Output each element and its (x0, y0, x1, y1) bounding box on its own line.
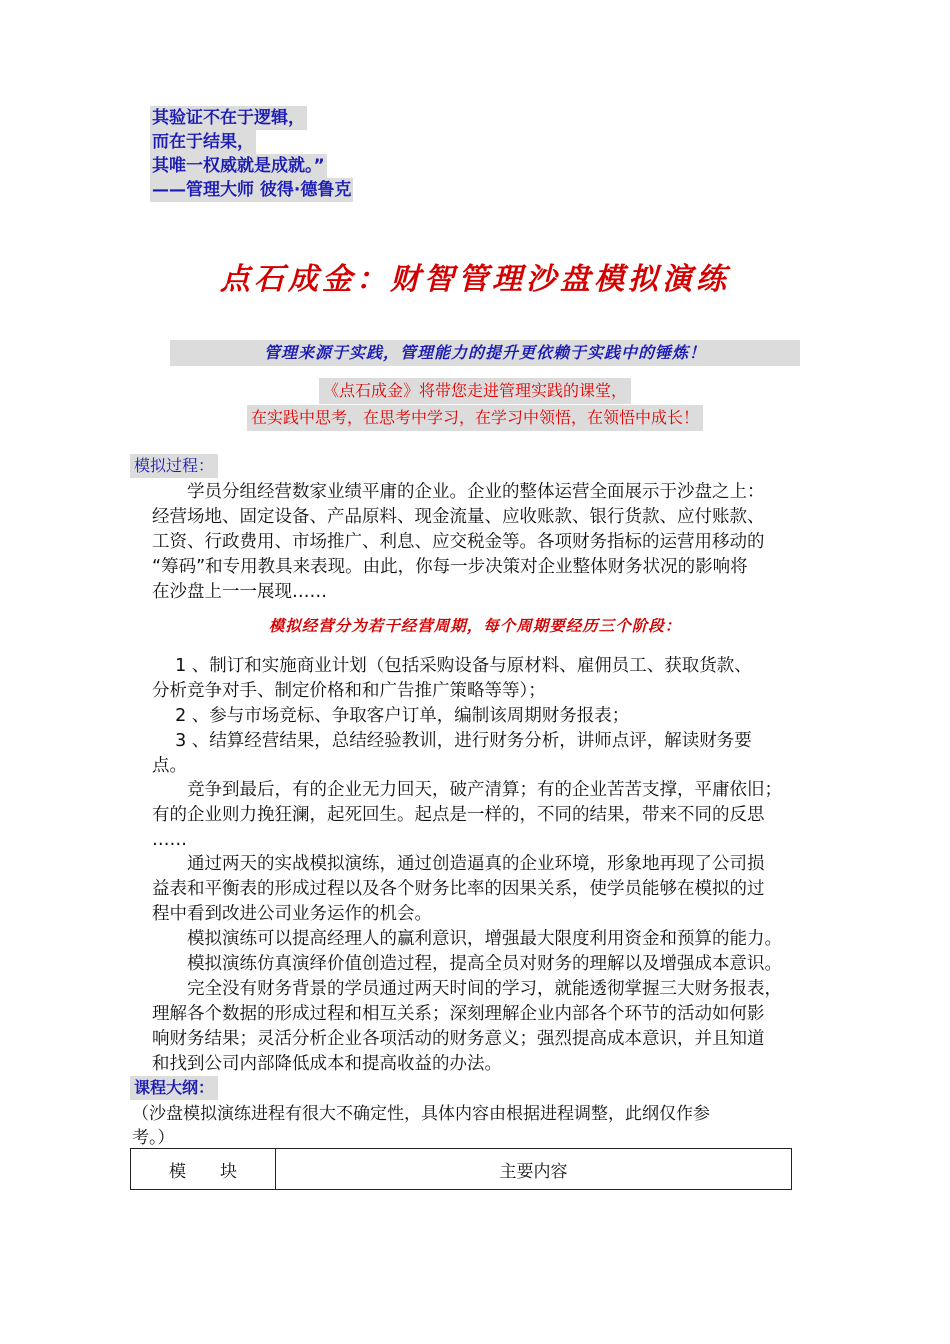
text-line: 考。） (132, 1128, 175, 1148)
step-3 (152, 729, 836, 779)
quote-attribution: ——管理大师 彼得·德鲁克 (152, 180, 352, 200)
text-line: 2 、参与市场竞标、争取客户订单，编制该周期财务报表； (152, 706, 630, 726)
text-line: 点。 (152, 756, 187, 776)
text-line: 学员分组经营数家业绩平庸的企业。企业的整体运营全面展示于沙盘之上： (152, 482, 765, 502)
table-header-module: 模 块 (131, 1149, 276, 1190)
table-header-content: 主要内容 (276, 1149, 792, 1190)
outline-table (130, 1148, 792, 1190)
text-line: 模拟演练可以提高经理人的赢利意识，增强最大限度利用资金和预算的能力。 (152, 929, 782, 949)
section-heading-process: 模拟过程： (130, 454, 218, 478)
paragraph-competition (152, 778, 836, 853)
quote-block (150, 106, 353, 202)
text-line: 经营场地、固定设备、产品原料、现金流量、应收账款、银行货款、应付账款、 (152, 507, 765, 527)
paragraph-overview (152, 480, 836, 605)
text-line: 理解各个数据的形成过程和相互关系；深刻理解企业内部各个环节的活动如何影 (152, 1004, 765, 1024)
quote-line: 其唯一权威就是成就。” (152, 156, 325, 176)
text-line: 3 、结算经营结果，总结经验教训，进行财务分析，讲师点评，解读财务要 (152, 731, 752, 751)
step-1 (152, 654, 836, 704)
intro-line: 在实践中思考，在思考中学习，在学习中领悟，在领悟中成长！ (247, 405, 703, 431)
quote-line: 其验证不在于逻辑， (152, 108, 305, 128)
quote-line: 而在于结果， (152, 132, 254, 152)
text-line: （沙盘模拟演练进程有很大不确定性，具体内容由根据进程调整，此纲仅作参 (132, 1104, 710, 1124)
text-line: 竞争到最后，有的企业无力回天，破产清算；有的企业苦苦支撑，平庸依旧； (152, 780, 782, 800)
section-heading-outline: 课程大纲： (130, 1076, 218, 1100)
text-line: 分析竞争对手、制定价格和和广告推广策略等等）； (152, 681, 546, 701)
text-line: 1 、制订和实施商业计划（包括采购设备与原材料、雇佣员工、获取货款、 (152, 656, 752, 676)
document-title: 点石成金：财智管理沙盘模拟演练 (220, 262, 730, 297)
paragraph-value (152, 952, 836, 977)
paragraph-simulation (152, 852, 836, 927)
step-2 (152, 704, 836, 729)
text-line: …… (152, 830, 187, 850)
outline-note (132, 1102, 710, 1150)
text-line: 完全没有财务背景的学员通过两天时间的学习，就能透彻掌握三大财务报表， (152, 979, 782, 999)
paragraph-profit (152, 927, 836, 952)
text-line: 益表和平衡表的形成过程以及各个财务比率的因果关系，使学员能够在模拟的过 (152, 879, 765, 899)
paragraph-benefits (152, 977, 836, 1077)
table-header-row (131, 1149, 792, 1190)
text-line: 在沙盘上一一展现…… (152, 582, 327, 602)
intro-line: 《点石成金》将带您走进管理实践的课堂， (319, 378, 631, 404)
text-line: 程中看到改进公司业务运作的机会。 (152, 904, 432, 924)
text-line: 响财务结果；灵活分析企业各项活动的财务意义；强烈提高成本意识，并且知道 (152, 1029, 765, 1049)
text-line: 工资、行政费用、市场推广、利息、应交税金等。各项财务指标的运营用移动的 (152, 532, 765, 552)
subtitle-banner: 管理来源于实践，管理能力的提升更依赖于实践中的锤炼！ (170, 340, 800, 366)
text-line: “筹码”和专用教具来表现。由此，你每一步决策对企业整体财务状况的影响将 (152, 557, 748, 577)
stage-title: 模拟经营分为若干经营周期，每个周期要经历三个阶段： (268, 617, 682, 635)
text-line: 通过两天的实战模拟演练，通过创造逼真的企业环境，形象地再现了公司损 (152, 854, 765, 874)
intro-block (0, 378, 950, 432)
text-line: 模拟演练仿真演绎价值创造过程，提高全员对财务的理解以及增强成本意识。 (152, 954, 782, 974)
text-line: 和找到公司内部降低成本和提高收益的办法。 (152, 1054, 502, 1074)
text-line: 有的企业则力挽狂澜，起死回生。起点是一样的，不同的结果，带来不同的反思 (152, 805, 765, 825)
